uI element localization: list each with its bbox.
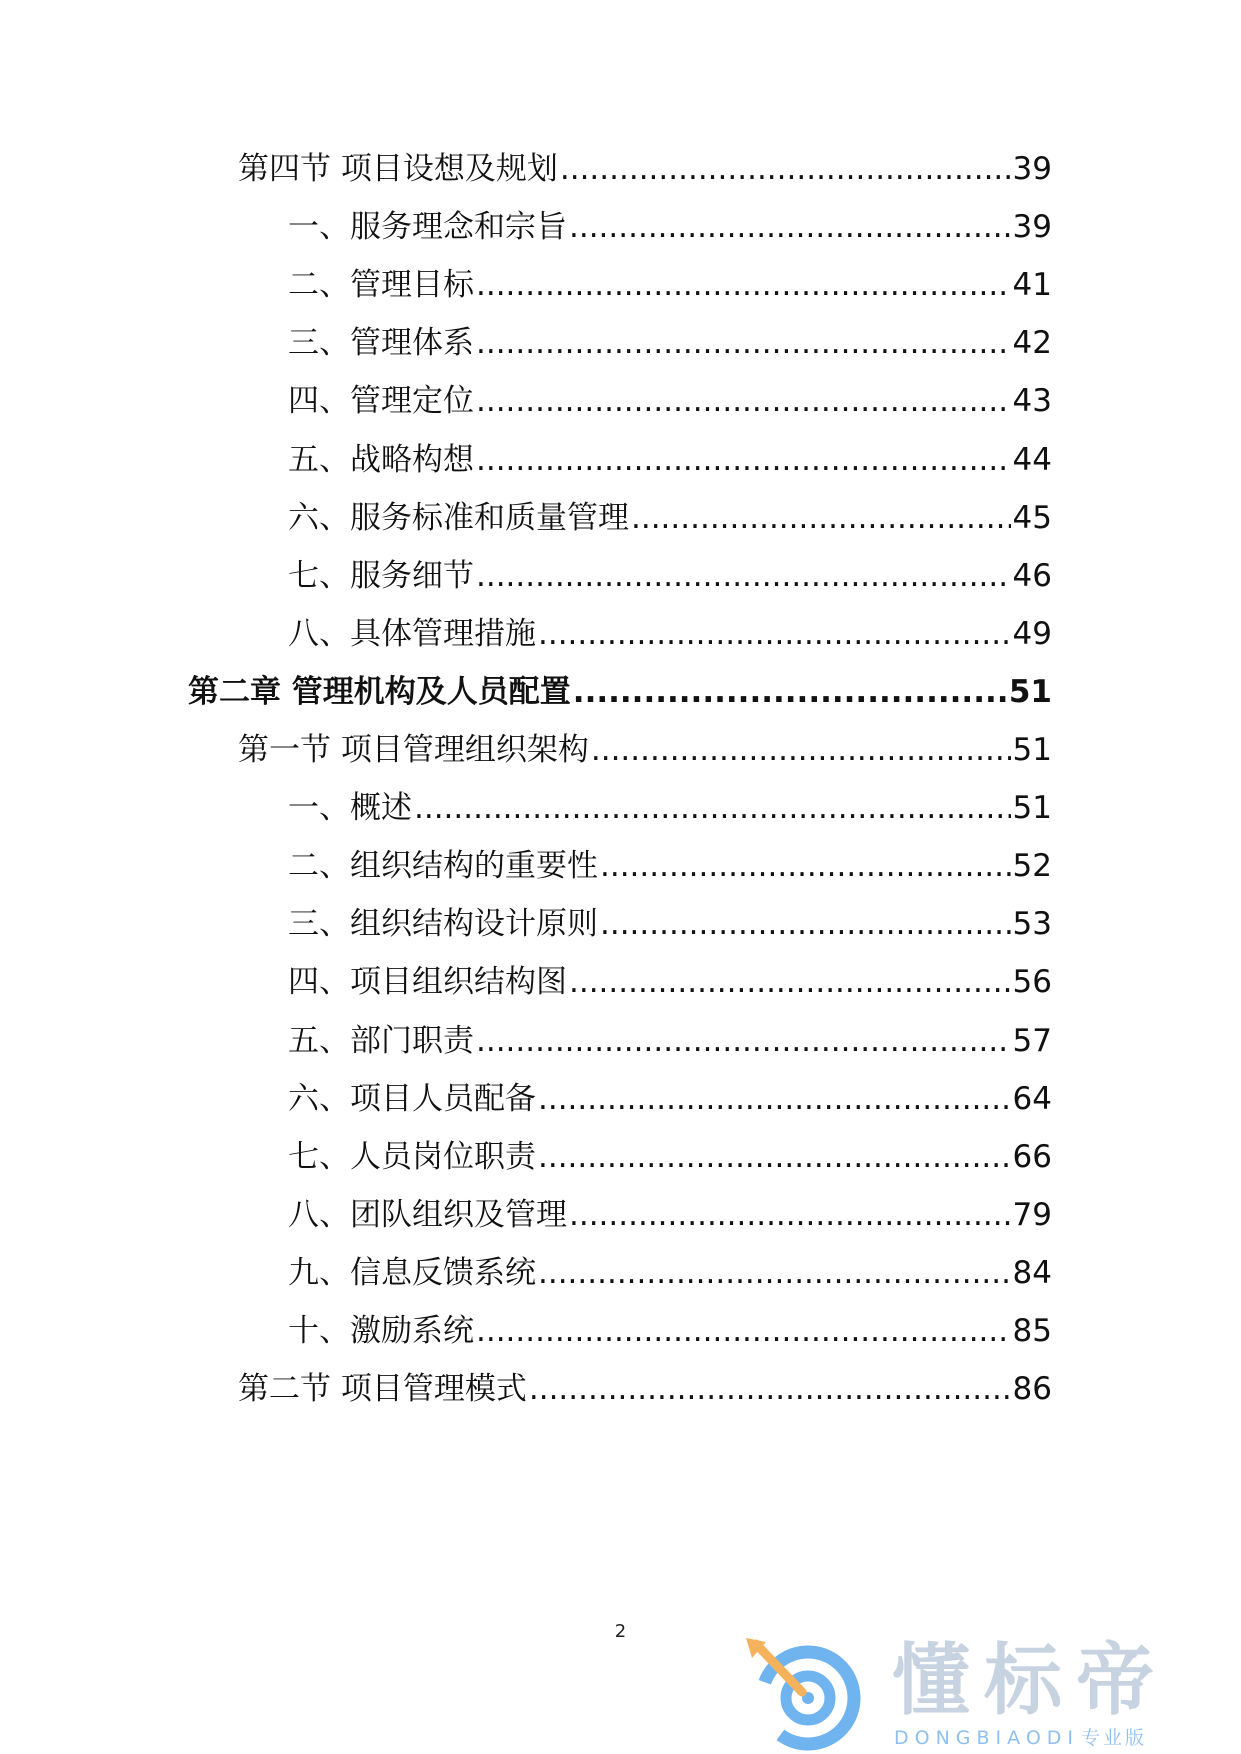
toc-entry-title: 一、服务理念和宗旨 <box>288 209 567 245</box>
toc-entry-title: 六、服务标准和质量管理 <box>288 500 629 536</box>
toc-entry-page: 66 <box>1012 1139 1052 1175</box>
toc-entry-page: 42 <box>1012 325 1052 361</box>
toc-entry-page: 39 <box>1012 209 1052 245</box>
toc-entry-title: 四、管理定位 <box>288 383 474 419</box>
watermark-title: 懂标帝 <box>892 1636 1169 1726</box>
toc-entry <box>288 323 1052 363</box>
toc-leader-dots <box>538 614 1011 654</box>
toc-leader-dots <box>476 265 1011 305</box>
toc-entry <box>288 962 1052 1002</box>
toc-leader-dots <box>569 1195 1011 1235</box>
toc-entry <box>288 1195 1052 1235</box>
toc-entry-page: 43 <box>1012 383 1052 419</box>
toc-entry <box>288 1253 1052 1293</box>
toc-leader-dots <box>476 1311 1011 1351</box>
toc-entry-page: 45 <box>1012 500 1052 536</box>
toc-entry-title: 七、人员岗位职责 <box>288 1139 536 1175</box>
toc-leader-dots <box>560 149 1011 189</box>
toc-entry-title: 七、服务细节 <box>288 558 474 594</box>
toc-entry-title: 第一节 项目管理组织架构 <box>238 732 589 768</box>
toc-entry-title: 三、组织结构设计原则 <box>288 906 598 942</box>
toc-entry <box>288 846 1052 886</box>
toc-entry-page: 49 <box>1012 616 1052 652</box>
watermark-subtitle-text: DONGBIAODI <box>894 1727 1080 1749</box>
toc-entry <box>288 1137 1052 1177</box>
toc-entry <box>288 440 1052 480</box>
toc-entry-page: 56 <box>1012 964 1052 1000</box>
toc-entry-title: 一、概述 <box>288 790 412 826</box>
toc-entry-page: 51 <box>1012 732 1052 768</box>
toc-leader-dots <box>573 672 1007 712</box>
toc-entry-page: 52 <box>1012 848 1052 884</box>
toc-entry-title: 六、项目人员配备 <box>288 1081 536 1117</box>
toc-entry-title: 五、战略构想 <box>288 442 474 478</box>
toc-entry-title: 四、项目组织结构图 <box>288 964 567 1000</box>
toc-entry <box>288 381 1052 421</box>
toc-leader-dots <box>631 498 1011 538</box>
toc-entry-page: 39 <box>1012 151 1052 187</box>
toc-entry <box>288 1311 1052 1351</box>
toc-entry-title: 八、具体管理措施 <box>288 616 536 652</box>
toc-entry <box>288 904 1052 944</box>
toc-entry-page: 57 <box>1012 1023 1052 1059</box>
toc-leader-dots <box>476 440 1011 480</box>
watermark <box>742 1636 1222 1752</box>
toc-leader-dots <box>476 381 1011 421</box>
toc-entry <box>288 498 1052 538</box>
toc-leader-dots <box>600 846 1011 886</box>
toc-entry <box>238 149 1052 189</box>
toc-entry-title: 三、管理体系 <box>288 325 474 361</box>
toc-leader-dots <box>600 904 1011 944</box>
toc-leader-dots <box>538 1079 1011 1119</box>
toc-leader-dots <box>538 1253 1011 1293</box>
toc-entry-page: 44 <box>1012 442 1052 478</box>
toc-entry <box>288 556 1052 596</box>
toc-entry-page: 51 <box>1008 674 1052 710</box>
toc-entry <box>238 730 1052 770</box>
toc-entry-title: 十、激励系统 <box>288 1313 474 1349</box>
toc-leader-dots <box>476 556 1011 596</box>
toc-entry-title: 第二章 管理机构及人员配置 <box>188 674 571 710</box>
toc-entry-title: 九、信息反馈系统 <box>288 1255 536 1291</box>
target-arrow-icon <box>742 1636 870 1754</box>
toc-entry-page: 46 <box>1012 558 1052 594</box>
toc-leader-dots <box>529 1369 1011 1409</box>
toc-entry-title: 五、部门职责 <box>288 1023 474 1059</box>
toc-entry-page: 41 <box>1012 267 1052 303</box>
toc-entry <box>288 788 1052 828</box>
toc-entry-title: 第二节 项目管理模式 <box>238 1371 527 1407</box>
page-number: 2 <box>614 1621 627 1642</box>
toc-leader-dots <box>476 323 1011 363</box>
toc-entry-page: 85 <box>1012 1313 1052 1349</box>
toc-entry <box>288 1079 1052 1119</box>
toc-entry-title: 八、团队组织及管理 <box>288 1197 567 1233</box>
toc-entry-page: 51 <box>1012 790 1052 826</box>
toc-entry <box>288 265 1052 305</box>
toc-leader-dots <box>476 1021 1011 1061</box>
toc-leader-dots <box>538 1137 1011 1177</box>
toc-entry-page: 86 <box>1012 1371 1052 1407</box>
toc-entry-page: 79 <box>1012 1197 1052 1233</box>
watermark-badge: 专业版 <box>1081 1727 1148 1749</box>
toc-entry-title: 第四节 项目设想及规划 <box>238 151 558 187</box>
toc-entry <box>288 1021 1052 1061</box>
toc-entry <box>238 1369 1052 1409</box>
toc-entry <box>188 672 1052 712</box>
toc-entry-title: 二、管理目标 <box>288 267 474 303</box>
toc-leader-dots <box>591 730 1011 770</box>
toc-leader-dots <box>569 207 1011 247</box>
toc-entry-page: 64 <box>1012 1081 1052 1117</box>
watermark-subtitle <box>894 1726 1147 1750</box>
toc-entry <box>288 614 1052 654</box>
toc-entry-page: 84 <box>1012 1255 1052 1291</box>
toc-entry-page: 53 <box>1012 906 1052 942</box>
toc-leader-dots <box>569 962 1011 1002</box>
toc-entry-title: 二、组织结构的重要性 <box>288 848 598 884</box>
toc-leader-dots <box>414 788 1011 828</box>
toc-entry <box>288 207 1052 247</box>
